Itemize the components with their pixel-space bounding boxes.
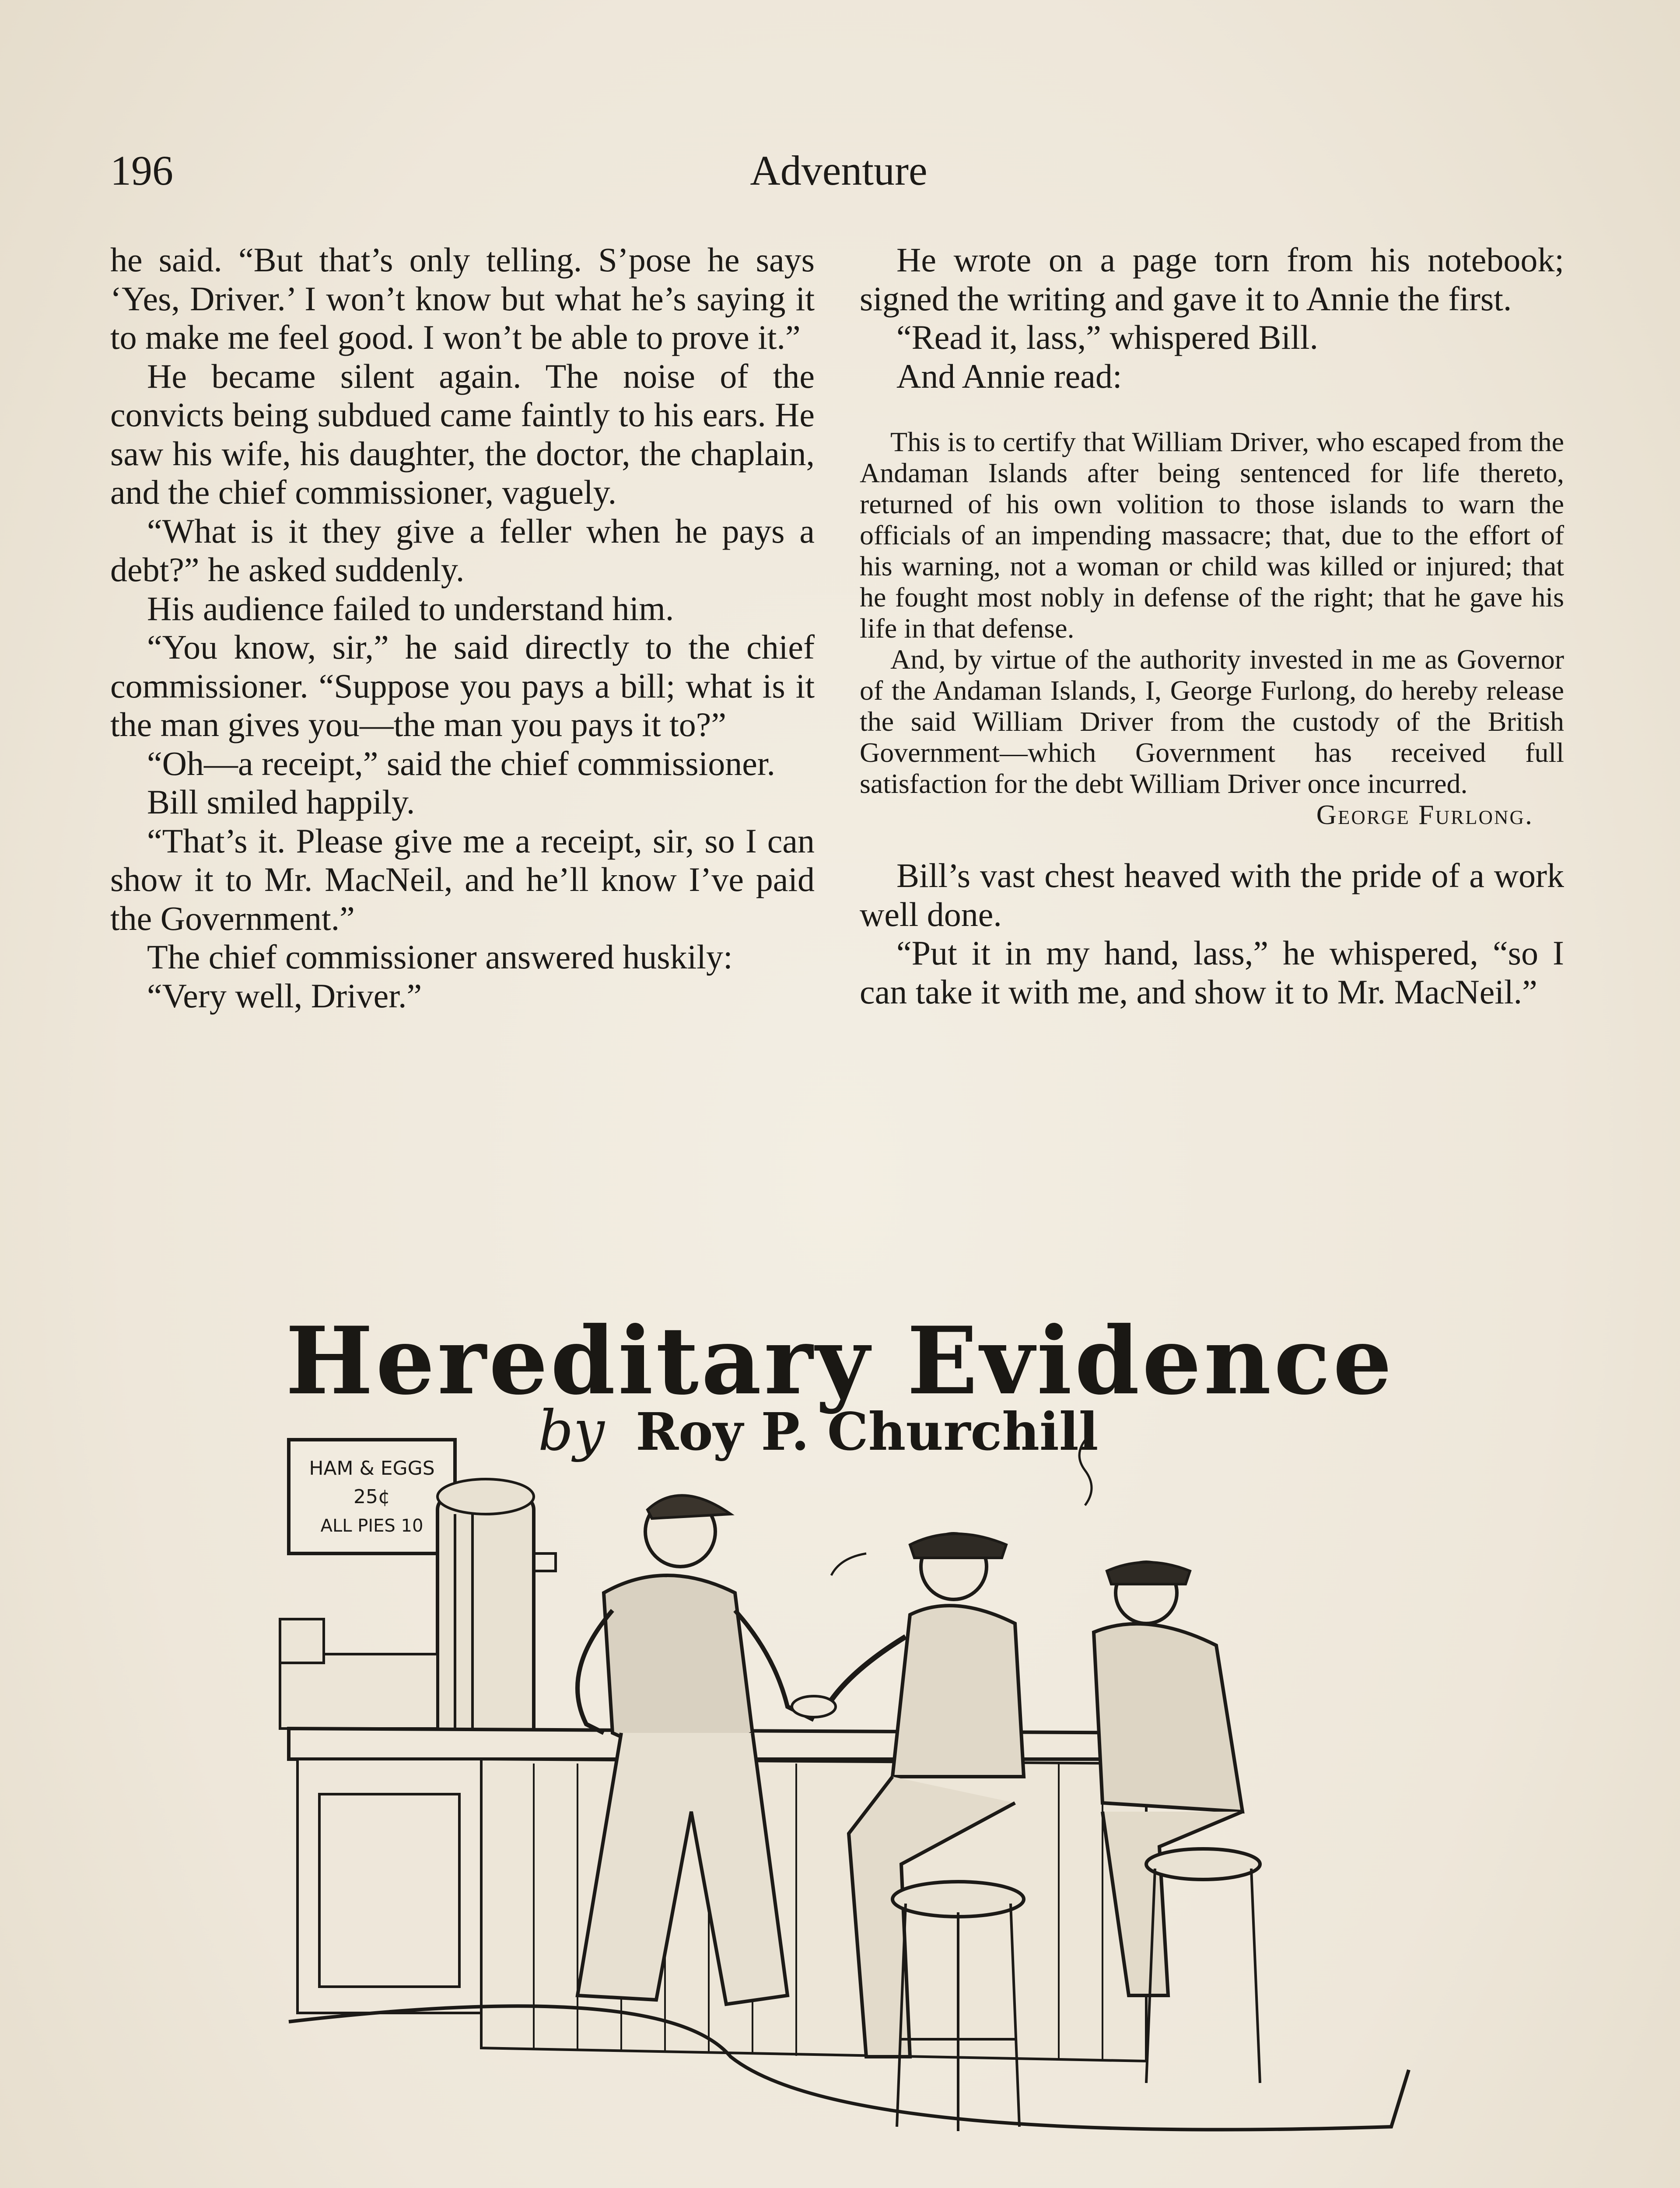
certificate-paragraph: This is to certify that William Driver, who escaped from the Andaman Islands after being sentenced for life thereto, returned of his own volition to those islands to warn the officials of an impending massacre; that, due to the effort of his warning, not a woman or child was killed or injured; that he fought most nobly in defense of the right; that he gave his life in that defense.: [860, 426, 1564, 644]
byline-prefix: by: [538, 1399, 605, 1463]
sign-line-3: ALL PIES 10: [320, 1516, 424, 1536]
story-title: Hereditary Evidence: [285, 1306, 1395, 1415]
diner-illustration: [271, 1427, 1418, 2153]
paragraph: Bill smiled happily.: [147, 783, 415, 821]
paragraph: “Oh—a receipt,” said the chief commissioner.: [147, 744, 775, 782]
paragraph: “What is it they give a feller when he pays a debt?” he asked suddenly.: [110, 512, 815, 589]
sign-line-2: 25¢: [354, 1486, 390, 1508]
paragraph: “Read it, lass,” whispered Bill.: [896, 318, 1318, 356]
certificate-paragraph: And, by virtue of the authority invested in me as Governor of the Andaman Islands, I, George Furlong, do hereby release the said William Driver from the custody of the British Government—which Government has received full satisfaction for the debt William Driver once incurred.: [860, 644, 1564, 799]
paragraph: “Very well, Driver.”: [147, 976, 422, 1015]
paragraph: “Put it in my hand, lass,” he whispered, “so I can take it with me, and show it to Mr. MacNeil.”: [860, 934, 1564, 1011]
paragraph: His audience failed to understand him.: [147, 589, 674, 628]
right-text-column: [860, 241, 1564, 1011]
sign-line-1: HAM & EGGS: [309, 1457, 435, 1480]
paragraph: Bill’s vast chest heaved with the pride of a work well done.: [860, 856, 1564, 933]
paragraph: And Annie read:: [896, 357, 1122, 395]
paragraph: he said. “But that’s only telling. S’pose he says ‘Yes, Driver.’ I won’t know but what he’s saying it to make me feel good. I won’t be able to prove it.”: [110, 241, 815, 356]
paragraph: He became silent again. The noise of the convicts being subdued came faintly to his ears. He saw his wife, his daughter, the doctor, the chaplain, and the chief commissioner, vaguely.: [110, 357, 815, 511]
left-text-column: [110, 241, 815, 1015]
running-title: Adventure: [750, 147, 928, 194]
author-name: Roy P. Churchill: [635, 1401, 1099, 1462]
page-header: [110, 144, 1567, 197]
page-number: 196: [110, 147, 173, 194]
paragraph: “That’s it. Please give me a receipt, sir, so I can show it to Mr. MacNeil, and he’ll know I’ve paid the Government.”: [110, 821, 815, 937]
certificate-block: [860, 426, 1564, 830]
paragraph: He wrote on a page torn from his notebook; signed the writing and gave it to Annie the first.: [860, 241, 1564, 318]
paragraph: “You know, sir,” he said directly to the chief commissioner. “Suppose you pays a bill; what is it the man gives you—the man you pays it to?”: [110, 628, 815, 743]
paragraph: The chief commissioner answered huskily:: [147, 938, 733, 976]
certificate-signature: George Furlong.: [1316, 799, 1533, 830]
